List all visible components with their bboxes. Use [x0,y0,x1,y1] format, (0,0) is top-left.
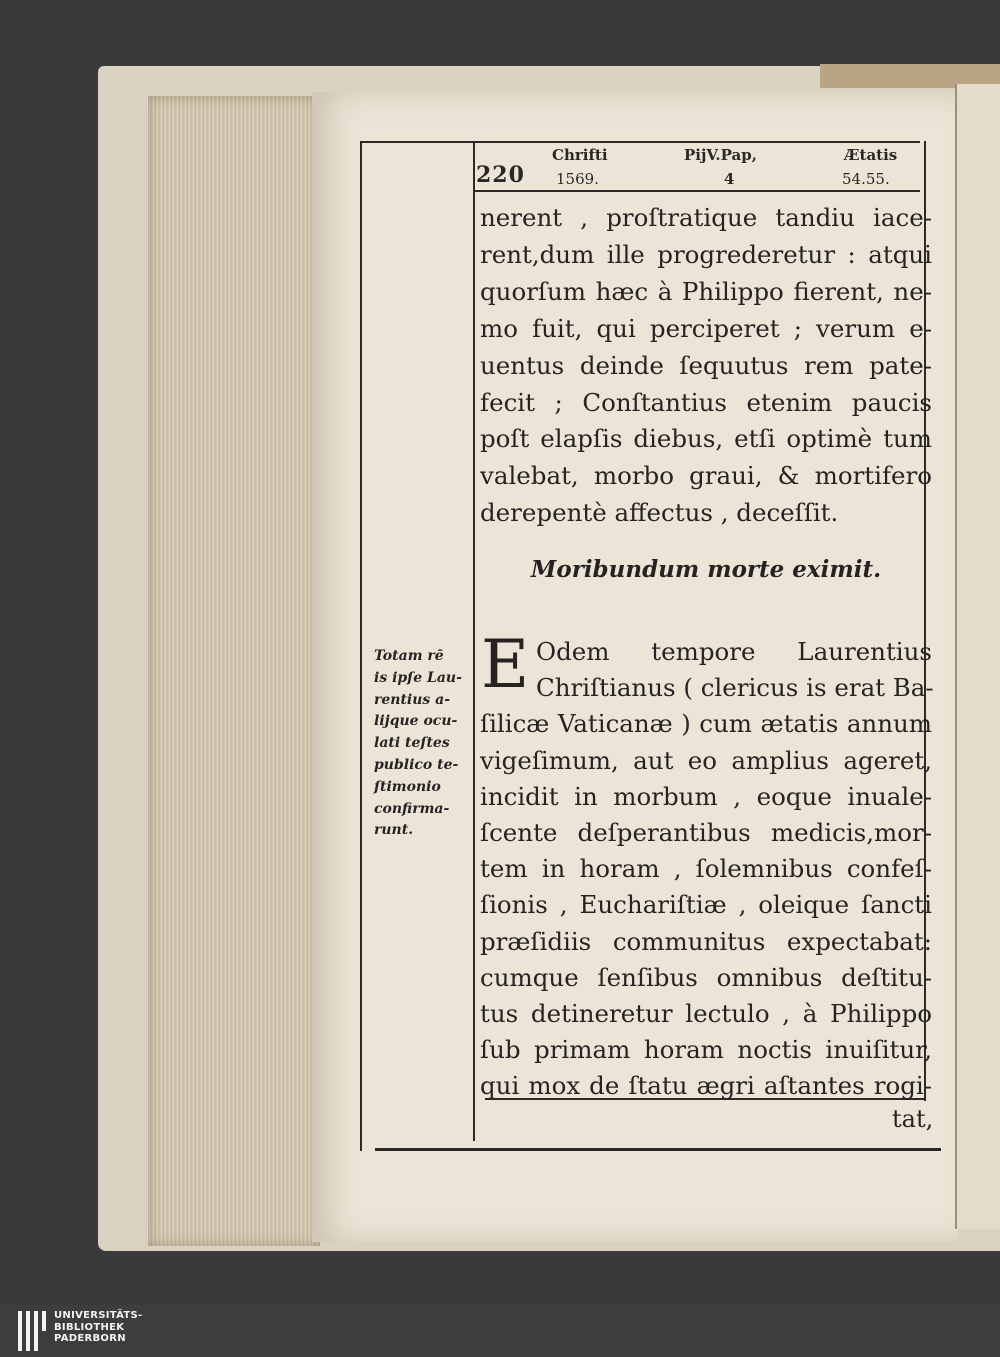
frame-bottom-rule [375,1148,941,1151]
frame-left-rule [360,141,362,1151]
body-line: quorſum hæc à Philippo fierent, ne- [480,276,932,306]
body-line: ſub primam horam noctis inuiſitur, [480,1035,932,1065]
body-paragraph-1 [480,200,932,532]
drop-cap: E [481,626,530,703]
page-number: 220 [476,162,525,188]
header-christi-label: Chrifti [552,146,608,164]
body-line: ſcente deſperantibus medicis,mor- [480,818,932,848]
margin-note [374,646,470,842]
body-line: fecit ; Conſtantius etenim paucis [480,387,932,417]
frame-header-rule [474,190,920,192]
body-line: valebat, morbo graui, & mortifero [480,461,932,491]
section-heading: Moribundum morte eximit. [530,556,882,583]
frame-top-rule [360,141,920,143]
page-block-edges [148,96,320,1246]
margin-note-line: publico te- [374,756,459,773]
margin-note-line: runt. [374,822,414,839]
library-logo-text [54,1310,143,1345]
margin-note-line: lati teſtes [374,735,450,752]
body-line: præſidiis communitus expectabat: [480,926,932,956]
body-line: uentus deinde ſequutus rem pate- [480,350,932,380]
margin-note-line: ſtimonio [374,778,441,795]
margin-note-line: rentius a- [374,691,451,708]
margin-note-line: confirma- [374,800,450,817]
body-paragraph-2 [480,626,934,1105]
body-line: ſilicæ Vaticanæ ) cum ætatis annum [480,709,932,739]
body-line: tem in horam , ſolemnibus confeſ- [480,854,932,884]
header-pope-label: PijV.Pap, [684,146,757,164]
body-line: rent,dum ille progrederetur : atqui [480,239,932,269]
header-pope-year: 4 [724,170,735,188]
catchword: tat, [892,1105,934,1133]
library-logo-icon [18,1311,48,1351]
logo-line-1: UNIVERSITÄTS- [54,1310,143,1321]
margin-note-line: lijque ocu- [374,713,458,730]
body-line: ſionis , Euchariſtiæ , oleique ſancti [480,890,932,920]
margin-note-line: is ipſe Lau- [374,669,462,686]
header-aetatis-label: Ætatis [844,146,898,164]
body-line: vigeſimum, aut eo amplius ageret, [480,745,932,775]
margin-note-line: Totam rē [374,648,444,664]
body-line: nerent , proſtratique tandiu iace- [480,203,932,232]
body-line: poſt elapſis diebus, etſi optimè tum [480,424,932,454]
header-aetatis-value: 54.55. [842,170,890,188]
facing-page-edge [955,84,1000,1229]
logo-line-2: BIBLIOTHEK [54,1321,125,1333]
body-line: qui mox de ſtatu ægri aſtantes rogi- [480,1071,932,1101]
body-line: Odem tempore Laurentius [536,637,932,666]
frame-inner-rule [473,141,475,1141]
logo-line-3: PADERBORN [54,1333,126,1344]
body-line: Chriſtianus ( clericus is erat Ba- [536,673,934,703]
body-line: tus detineretur lectulo , à Philippo [480,999,932,1029]
body-line: mo fuit, qui perciperet ; verum e- [480,313,932,343]
header-christi-year: 1569. [556,170,599,188]
body-line: derepentè affectus , deceſſit. [480,498,839,528]
body-line: cumque ſenſibus omnibus deſtitu- [480,962,932,992]
footer-bar [0,1305,1000,1357]
body-line: incidit in morbum , eoque inuale- [480,781,932,811]
